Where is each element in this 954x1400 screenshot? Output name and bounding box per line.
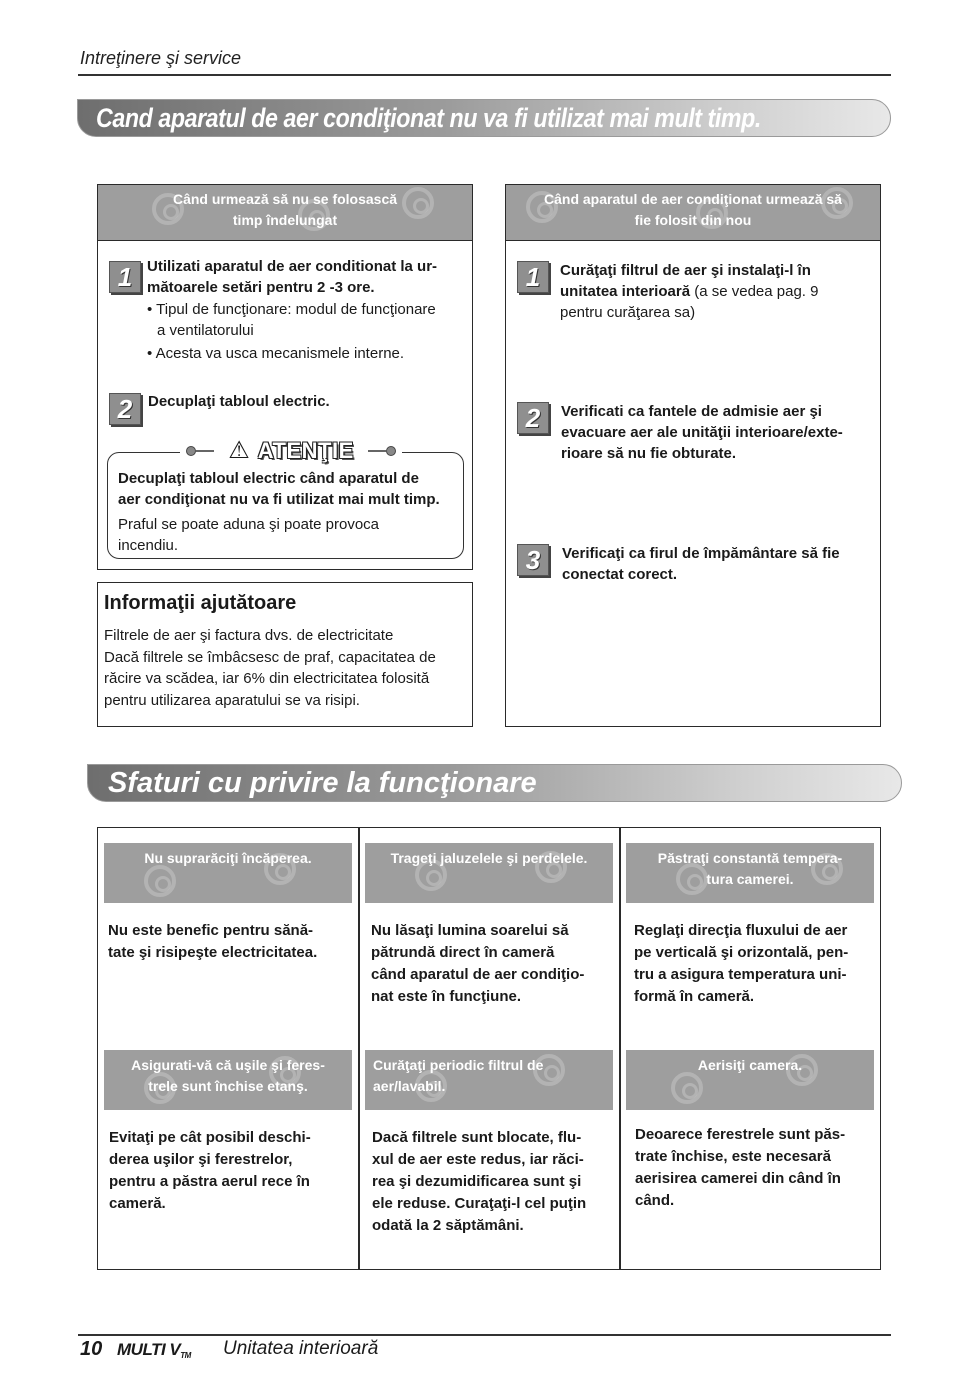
tip-heading-line: Păstraţi constantă tempera- bbox=[657, 850, 843, 866]
text-line: aer condiţionat nu va fi utilizat mai mult timp. bbox=[118, 491, 440, 508]
text-line: când. bbox=[635, 1192, 675, 1209]
section-header: Intreţinere şi service bbox=[80, 48, 242, 68]
tip-heading-line: aer/lavabil. bbox=[373, 1078, 446, 1094]
tip-heading-line: Nu suprarăciţi încăperea. bbox=[144, 850, 312, 866]
text-line: Dacă filtrele sunt blocate, flu- bbox=[372, 1129, 582, 1146]
divider-line bbox=[368, 450, 386, 452]
text-line: tate şi risipeşte electricitatea. bbox=[108, 944, 318, 961]
panel-heading bbox=[506, 185, 880, 241]
swirl-decoration-icon bbox=[671, 1072, 703, 1104]
step-2-instruction: Decuplaţi tabloul electric. bbox=[148, 393, 330, 410]
text-line: incendiu. bbox=[118, 537, 179, 554]
step-2-badge: 2 bbox=[109, 393, 141, 425]
text-line: cameră. bbox=[109, 1195, 166, 1212]
caution-box bbox=[107, 437, 464, 559]
text-line: pentru a păstra aerul rece în bbox=[109, 1173, 310, 1190]
banner-title: Cand aparatul de aer condiţionat nu va fi utilizat mai mult timp. bbox=[96, 102, 761, 133]
text-line: derea uşilor şi ferestrelor, bbox=[109, 1151, 293, 1168]
text-line: Verificaţi ca firul de împământare să fie bbox=[562, 545, 840, 562]
caution-bold-text bbox=[118, 468, 458, 510]
text-line: Curăţaţi filtrul de aer şi instalaţi-l în bbox=[560, 262, 811, 279]
text-line: rea şi dezumidificarea sunt şi bbox=[372, 1173, 582, 1190]
tip-heading bbox=[626, 1050, 874, 1110]
text-line: aerisirea camerei din când în bbox=[635, 1170, 841, 1187]
caution-title bbox=[180, 436, 402, 466]
text-line: răcire va scădea, iar 6% din electricitatea folosită bbox=[104, 670, 430, 687]
tip-heading bbox=[104, 1050, 352, 1110]
tip-heading-line: Asigurati-vă că uşile şi feres- bbox=[131, 1057, 325, 1073]
step-1-bullet: • Acesta va usca mecanismele interne. bbox=[147, 345, 405, 362]
tip-heading-line: Trageţi jaluzelele şi perdelele. bbox=[390, 850, 588, 866]
tip-heading bbox=[626, 843, 874, 903]
text-line: Filtrele de aer şi factura dvs. de electricitate bbox=[104, 627, 394, 644]
text-line: Nu lăsaţi lumina soarelui să bbox=[371, 922, 569, 939]
caution-text bbox=[118, 514, 458, 556]
step-1-badge: 1 bbox=[517, 261, 549, 293]
panel-heading bbox=[98, 185, 472, 241]
text-line: Evitaţi pe cât posibil deschi- bbox=[109, 1129, 311, 1146]
text-line: mătoarele setări pentru 2 -3 ore. bbox=[147, 279, 375, 296]
bullet-dot-icon bbox=[186, 446, 196, 456]
tip-body bbox=[634, 920, 874, 1008]
banner-title: Sfaturi cu privire la funcţionare bbox=[108, 766, 537, 799]
section-banner-storage bbox=[77, 99, 891, 137]
tip-body bbox=[108, 920, 348, 964]
step-3-instruction bbox=[562, 543, 878, 585]
text-line: ele reduse. Curaţaţi-l cel puţin bbox=[372, 1195, 587, 1212]
trademark-mark: TM bbox=[180, 1351, 191, 1360]
step-2-badge: 2 bbox=[517, 402, 549, 434]
step-1-bullet bbox=[147, 299, 469, 341]
tip-heading-line: Curăţaţi periodic filtrul de bbox=[373, 1057, 544, 1073]
text-line: Nu este benefic pentru sănă- bbox=[108, 922, 314, 939]
section-banner-tips bbox=[87, 764, 902, 802]
tip-body bbox=[109, 1127, 349, 1215]
swirl-decoration-icon bbox=[144, 865, 176, 897]
text-line: Deoarece ferestrele sunt păs- bbox=[635, 1126, 846, 1143]
text-line: unitatea interioară bbox=[560, 283, 691, 300]
text-line: odată la 2 săptămâni. bbox=[372, 1217, 524, 1234]
swirl-decoration-icon bbox=[676, 863, 708, 895]
text-line: Utilizati aparatul de aer conditionat la ur- bbox=[147, 258, 438, 275]
tip-heading-line: tura camerei. bbox=[706, 871, 794, 887]
page-number: 10 bbox=[80, 1338, 103, 1360]
swirl-decoration-icon bbox=[402, 187, 434, 219]
brand-logo bbox=[117, 1340, 191, 1360]
brand-name: MULTI V bbox=[117, 1340, 181, 1359]
text-line: nat este în funcţiune. bbox=[371, 988, 522, 1005]
panel-reuse bbox=[505, 184, 881, 727]
step-3-badge: 3 bbox=[517, 544, 549, 576]
tip-body bbox=[371, 920, 611, 1008]
text-line: • Tipul de funcţionare: modul de funcţionare bbox=[147, 301, 436, 318]
info-text bbox=[104, 625, 468, 711]
text-line: pentru curăţarea sa) bbox=[560, 304, 696, 321]
text-line: trate închise, este necesară bbox=[635, 1148, 831, 1165]
tip-body bbox=[635, 1124, 875, 1212]
grid-divider bbox=[619, 828, 621, 1269]
divider-line bbox=[196, 450, 214, 452]
heading-line: Când urmează să nu se folosască bbox=[172, 191, 398, 207]
text-line: Reglaţi direcţia fluxului de aer bbox=[634, 922, 848, 939]
footer-divider bbox=[78, 1334, 891, 1336]
text-line: Praful se poate aduna şi poate provoca bbox=[118, 516, 380, 533]
text-line: tru a asigura temperatura uni- bbox=[634, 966, 847, 983]
bullet-dot-icon bbox=[386, 446, 396, 456]
text-line: pe verticală şi orizontală, pen- bbox=[634, 944, 849, 961]
warning-triangle-icon: ⚠ bbox=[228, 437, 250, 464]
heading-line: Când aparatul de aer condiţionat urmează să bbox=[544, 191, 842, 207]
text-line: xul de aer este redus, iar răci- bbox=[372, 1151, 584, 1168]
text-line: pentru utilizarea aparatului se va risipi. bbox=[104, 691, 360, 709]
heading-line: timp îndelungat bbox=[232, 212, 338, 228]
tip-heading-line: trele sunt închise etanş. bbox=[148, 1078, 308, 1094]
text-line: pătrundă direct în cameră bbox=[371, 944, 555, 961]
text-line: Decuplaţi tabloul electric când aparatul de bbox=[118, 470, 419, 487]
tip-heading bbox=[365, 843, 613, 903]
text-line: Verificati ca fantele de admisie aer şi bbox=[561, 403, 822, 420]
text-line: când aparatul de aer condiţio- bbox=[371, 966, 585, 983]
footer-title: Unitatea interioară bbox=[223, 1338, 379, 1359]
tips-grid bbox=[97, 827, 881, 1270]
tip-body bbox=[372, 1127, 612, 1237]
tip-heading bbox=[104, 843, 352, 903]
text-line: evacuare aer ale unităţii interioare/exte- bbox=[561, 424, 843, 441]
step-1-instruction bbox=[560, 260, 878, 323]
step-1-instruction bbox=[147, 256, 469, 298]
header-divider bbox=[78, 74, 891, 76]
text-line: Dacă filtrele se îmbâcsesc de praf, capacitatea de bbox=[104, 648, 436, 666]
text-line: conectat corect. bbox=[562, 566, 678, 583]
info-title: Informaţii ajutătoare bbox=[104, 592, 297, 614]
heading-line: fie folosit din nou bbox=[634, 212, 752, 228]
tip-heading bbox=[365, 1050, 613, 1110]
text-line: (a se vedea pag. 9 bbox=[690, 283, 819, 300]
helpful-info-panel bbox=[97, 582, 473, 727]
text-line: a ventilatorului bbox=[157, 322, 254, 339]
grid-divider bbox=[358, 828, 360, 1269]
caution-label: ATENŢIE bbox=[257, 438, 354, 463]
text-line: rioare să nu fie obturate. bbox=[561, 445, 737, 462]
step-1-badge: 1 bbox=[109, 261, 141, 293]
step-2-instruction bbox=[561, 401, 879, 464]
tip-heading-line: Aerisiţi camera. bbox=[697, 1057, 803, 1073]
text-line: formă în cameră. bbox=[634, 988, 755, 1005]
